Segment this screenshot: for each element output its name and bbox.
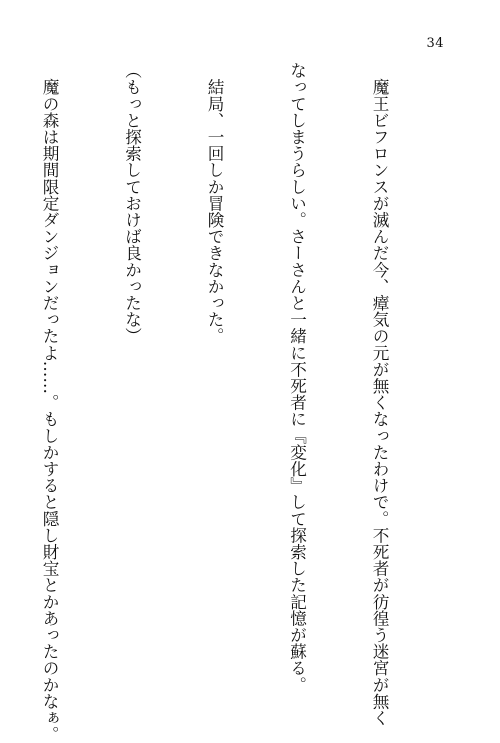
- text-line: 魔王ビフロンスが滅んだ今、瘴気の元が無くなったわけで。不死者が彷徨う迷宮が無く: [370, 62, 389, 726]
- page-number: 34: [426, 36, 444, 51]
- text-line: 魔の森は期間限定ダンジョンだったよ……。もしかすると隠し財宝とかあったのかなぁ。: [40, 62, 59, 743]
- text-line: （もっと探索しておけば良かったな）: [122, 62, 142, 345]
- vertical-text-body: [0, 62, 448, 743]
- text-line: なってしまうらしい。さーさんと一緒に不死者に『変化』して探索した記憶が蘇る。: [287, 62, 307, 693]
- text-line: 結局、一回しか冒険できなかった。: [205, 62, 224, 345]
